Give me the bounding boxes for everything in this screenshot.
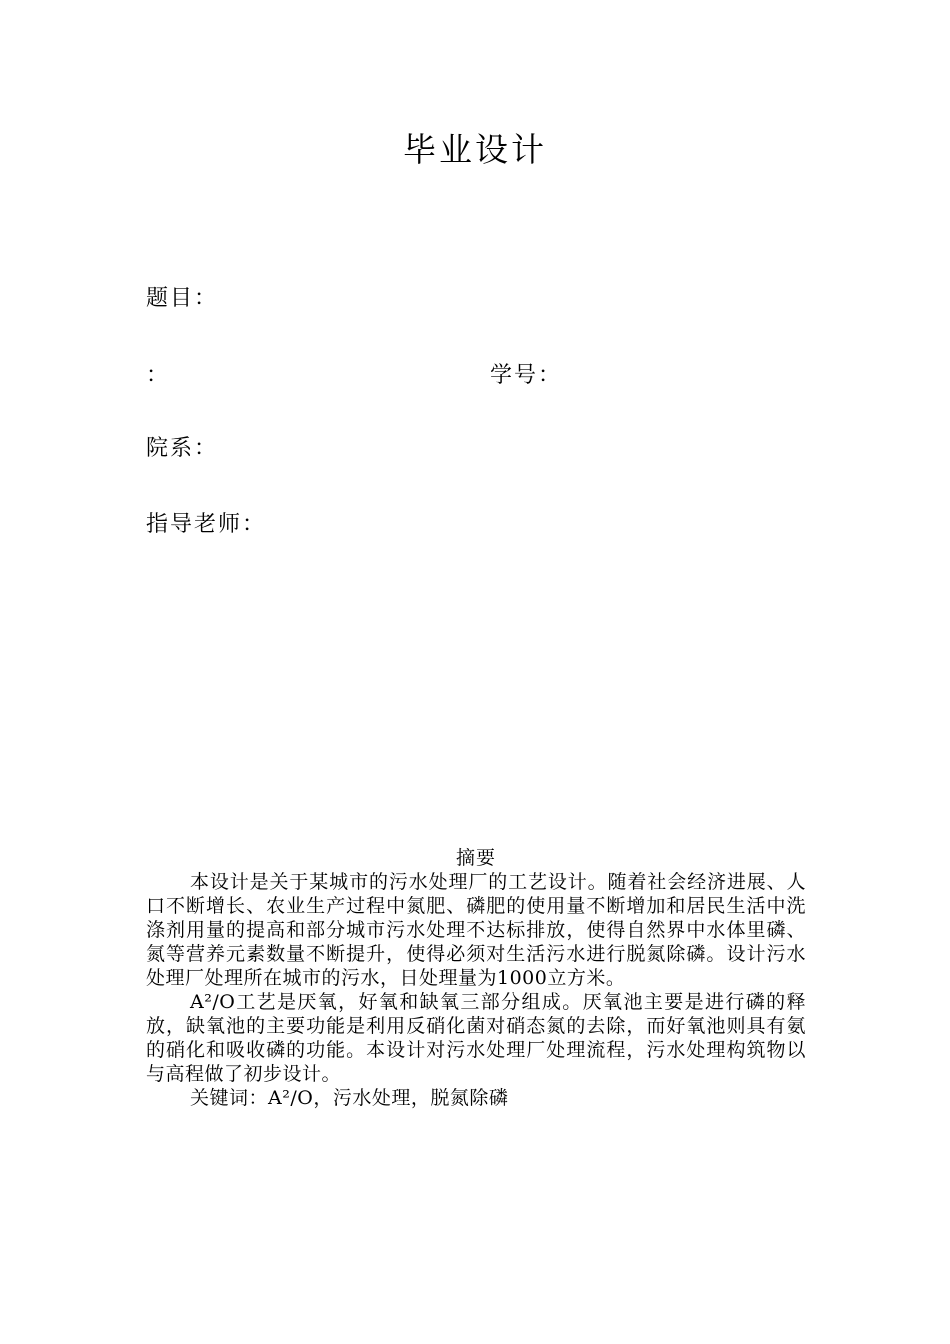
abstract-section [146, 846, 806, 1110]
keywords-label: 关键词： [190, 1087, 269, 1109]
abstract-heading: 摘要 [455, 847, 496, 869]
abstract-paragraph-2: A²/O工艺是厌氧，好氧和缺氧三部分组成。厌氧池主要是进行磷的释放，缺氧池的主要功能是利用反硝化菌对硝态氮的去除，而好氧池则具有氨的硝化和吸收磷的功能。本设计对污水处理厂处理流程，污水处理构筑物以与高程做了初步设计。 [146, 991, 806, 1085]
department-label: 院系： [146, 436, 219, 461]
keywords-text: A²/O，污水处理，脱氮除磷 [268, 1087, 509, 1109]
abstract-paragraph-1: 本设计是关于某城市的污水处理厂的工艺设计。随着社会经济进展、人口不断增长、农业生产过程中氮肥、磷肥的使用量不断增加和居民生活中洗涤剂用量的提高和部分城市污水处理不达标排放，使得自然界中水体里磷、氮等营养元素数量不断提升，使得必须对生活污水进行脱氮除磷。设计污水处理厂处理所在城市的污水，日处理量为1000立方米。 [146, 871, 806, 989]
name-label: ： [146, 363, 171, 388]
keywords-line [146, 1086, 806, 1110]
topic-label: 题目： [146, 286, 219, 311]
student-id-label: 学号： [490, 363, 563, 388]
page-title: 毕业设计 [403, 130, 547, 169]
advisor-label: 指导老师： [146, 512, 267, 537]
